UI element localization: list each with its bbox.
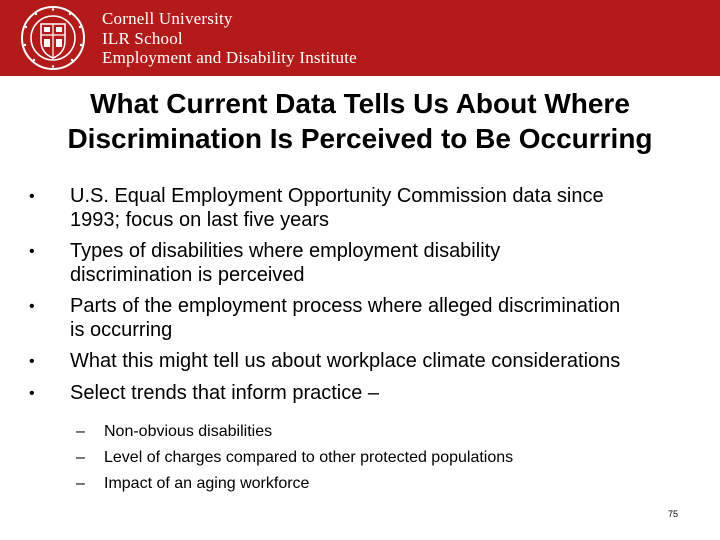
bullet-marker: • [29, 188, 35, 205]
bullet-text-line: is occurring [70, 318, 173, 341]
bullet-item-workplace-climate [0, 350, 710, 374]
bullet-text-line: discrimination is perceived [70, 263, 305, 286]
bullet-text-line: Parts of the employment process where alleged discrimination [70, 295, 621, 317]
bullet-list [0, 185, 710, 413]
bullet-item-employment-process [0, 295, 710, 342]
sub-bullet-text: Non-obvious disabilities [104, 423, 273, 440]
sub-bullet-text: Impact of an aging workforce [104, 475, 310, 492]
sub-bullet-marker: – [76, 449, 85, 466]
bullet-marker: • [29, 298, 35, 315]
slide-title-line-1: What Current Data Tells Us About Where [90, 88, 630, 119]
page-number: 75 [668, 509, 679, 519]
bullet-text-line: Types of disabilities where employment disability [70, 240, 501, 262]
bullet-text-line: What this might tell us about workplace climate considerations [70, 350, 621, 372]
bullet-marker: • [29, 384, 35, 402]
sub-bullet-marker: – [76, 423, 85, 440]
bullet-item-select-trends [0, 382, 710, 406]
bullet-text-line: 1993; focus on last five years [70, 208, 330, 231]
brand-text [102, 9, 357, 68]
bullet-text-line: U.S. Equal Employment Opportunity Commission data since [70, 185, 604, 207]
bullet-text-line: Select trends that inform practice – [70, 381, 380, 404]
slide-title [0, 86, 720, 156]
sub-bullet-item [0, 448, 513, 468]
sub-bullet-marker: – [76, 475, 85, 492]
brand-institute: Employment and Disability Institute [102, 48, 357, 67]
slide-title-line-2: Discrimination Is Perceived to Be Occurring [67, 123, 653, 154]
bullet-item-disability-types [0, 240, 710, 287]
bullet-marker: • [29, 243, 35, 260]
header-bar [0, 0, 720, 76]
brand-school: ILR School [102, 28, 183, 48]
sub-bullet-text: Level of charges compared to other protected populations [104, 449, 514, 466]
sub-bullet-list [0, 422, 513, 500]
bullet-marker: • [29, 353, 35, 370]
brand-university: Cornell University [102, 9, 233, 28]
cornell-seal-icon [20, 5, 86, 71]
sub-bullet-item [0, 422, 513, 442]
bullet-item-eeoc [0, 185, 710, 232]
sub-bullet-item [0, 474, 513, 494]
